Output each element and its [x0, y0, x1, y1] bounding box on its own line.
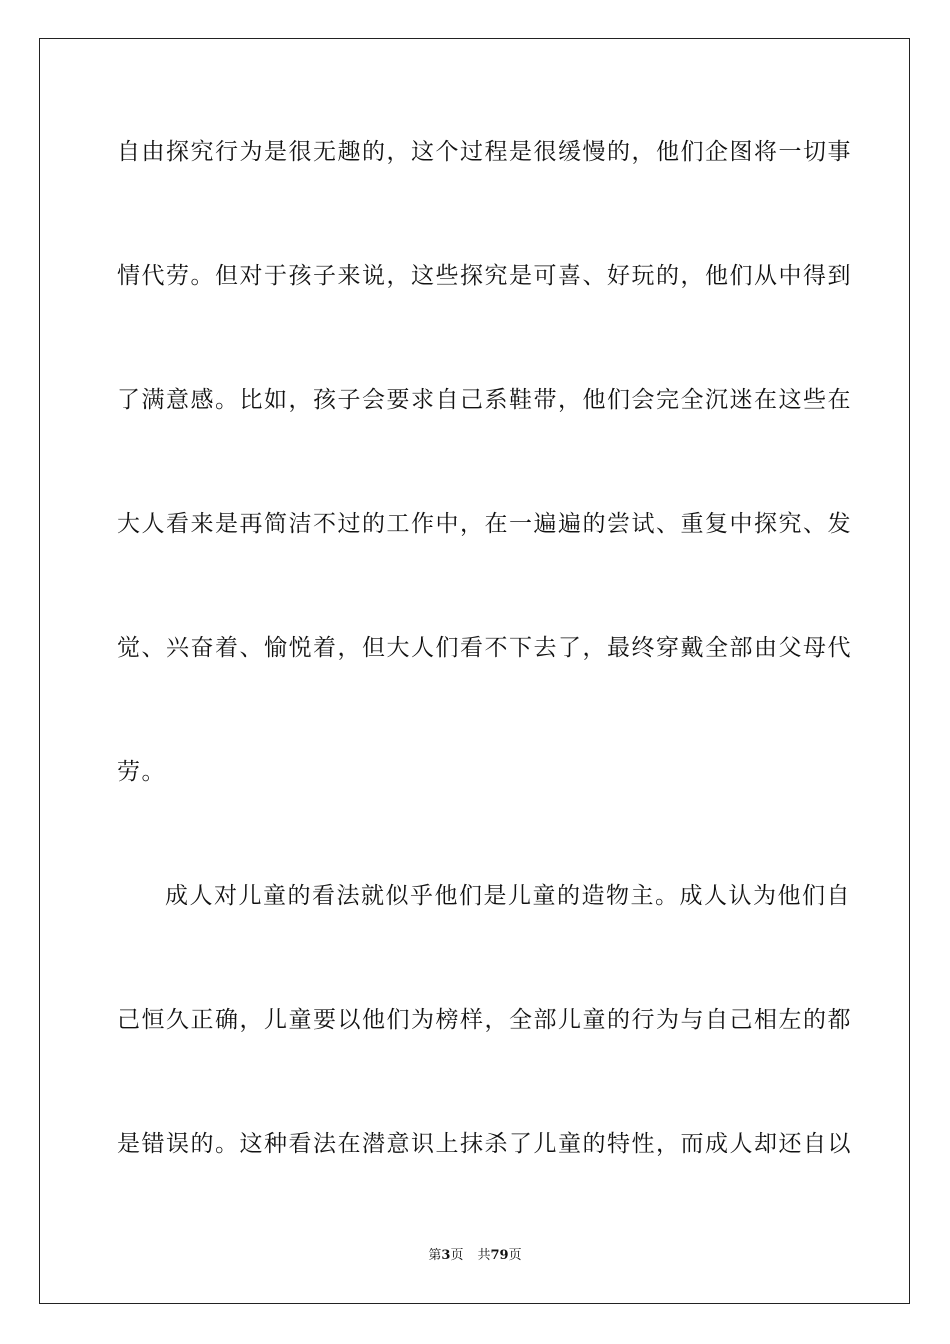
text-line-9: 是错误的。这种看法在潜意识上抹杀了儿童的特性，而成人却还自以: [117, 1131, 852, 1157]
page-suffix: 页: [450, 1248, 464, 1263]
total-suffix: 页: [508, 1248, 522, 1263]
page-prefix: 第: [428, 1248, 442, 1263]
page-number: 3: [441, 1248, 451, 1263]
text-line-2: 情代劳。但对于孩子来说，这些探究是可喜、好玩的，他们从中得到: [117, 263, 852, 289]
text-line-1: 自由探究行为是很无趣的，这个过程是很缓慢的，他们企图将一切事: [117, 139, 852, 165]
page-footer: [0, 1247, 950, 1265]
paragraph-start-line: 成人对儿童的看法就似乎他们是儿童的造物主。成人认为他们自: [165, 883, 851, 909]
page-border: [39, 38, 910, 1304]
total-pages: 79: [490, 1248, 509, 1263]
text-line-4: 大人看来是再简洁不过的工作中，在一遍遍的尝试、重复中探究、发: [117, 511, 852, 537]
total-prefix: 共: [477, 1248, 491, 1263]
text-line-3: 了满意感。比如，孩子会要求自己系鞋带，他们会完全沉迷在这些在: [117, 387, 852, 413]
text-line-6: 劳。: [117, 759, 166, 785]
text-line-5: 觉、兴奋着、愉悦着，但大人们看不下去了，最终穿戴全部由父母代: [117, 635, 852, 661]
text-line-8: 己恒久正确，儿童要以他们为榜样，全部儿童的行为与自己相左的都: [117, 1007, 852, 1033]
